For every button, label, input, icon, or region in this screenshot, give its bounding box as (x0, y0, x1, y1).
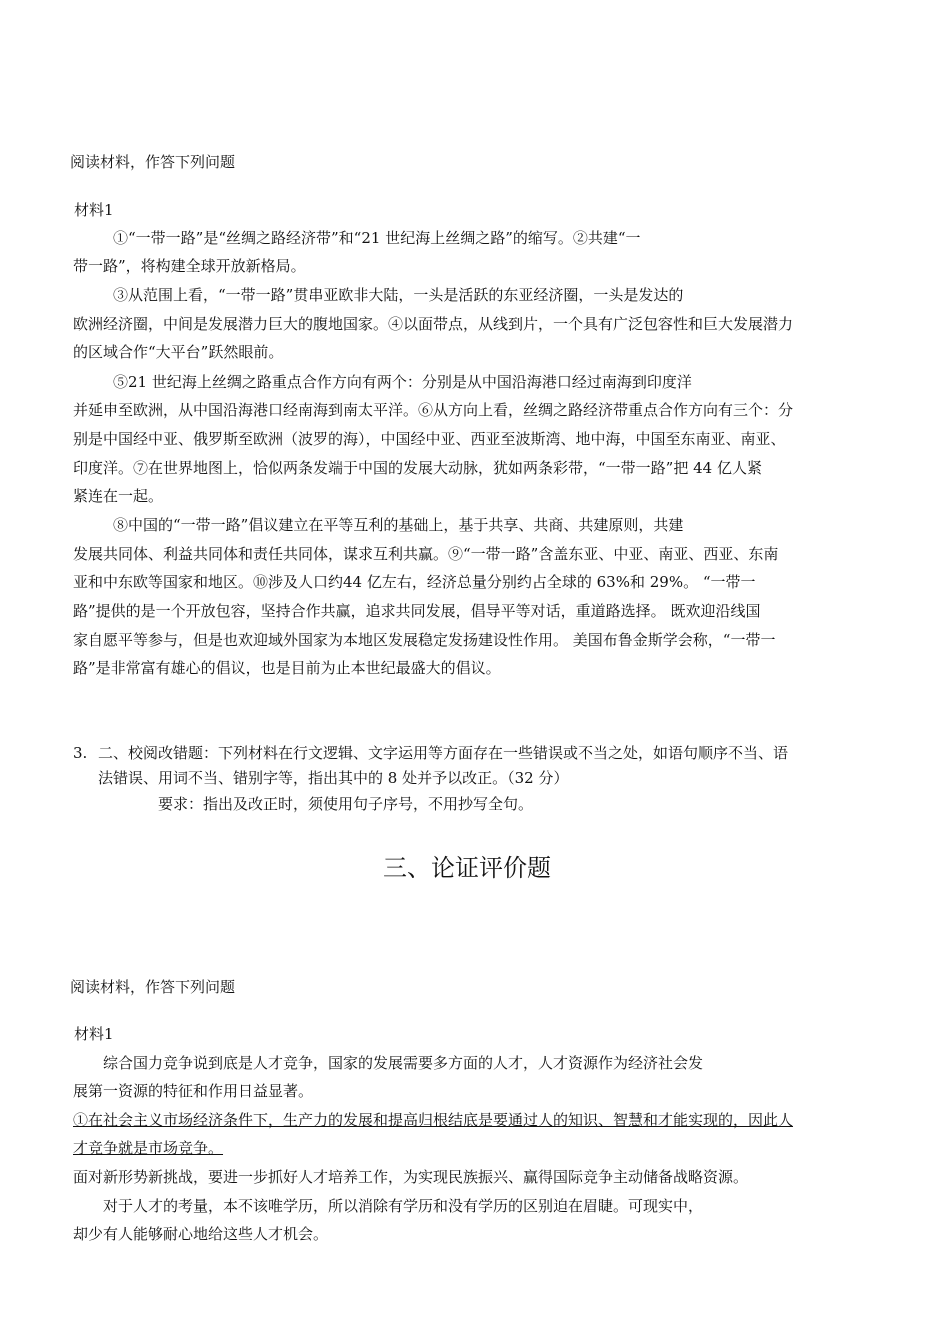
paragraph-line: 展第一资源的特征和作用日益显著。 (73, 1082, 314, 1100)
paragraph-line: 家自愿平等参与，但是也欢迎域外国家为本地区发展稳定发扬建设性作用。 美国布鲁金斯学会称，“一带一 (73, 631, 776, 649)
paragraph-line: 却少有人能够耐心地给这些人才机会。 (73, 1225, 329, 1243)
paragraph-line: ③从范围上看，“一带一路”贯串亚欧非大陆，一头是活跃的东亚经济圈，一头是发达的 (113, 286, 684, 304)
underlined-claim-line: 才竞争就是市场竞争。 (73, 1139, 224, 1157)
section2-material-label: 材料1 (74, 201, 114, 219)
paragraph-line: 带一路”，将构建全球开放新格局。 (73, 257, 306, 275)
paragraph-line: 紧连在一起。 (73, 487, 164, 505)
paragraph-line: 对于人才的考量，本不该唯学历，所以消除有学历和没有学历的区别迫在眉睫。可现实中， (103, 1197, 704, 1215)
paragraph-line: ⑤21 世纪海上丝绸之路重点合作方向有两个：分别是从中国沿海港口经过南海到印度洋 (113, 373, 692, 391)
underlined-claim-line: ①在社会主义市场经济条件下，生产力的发展和提高归根结底是要通过人的知识、智慧和才能实现的，因此人 (73, 1111, 794, 1129)
paragraph-line: 并延申至欧洲，从中国沿海港口经南海到南太平洋。⑥从方向上看，丝绸之路经济带重点合作方向有三个：分 (73, 401, 794, 419)
section-title: 三、论证评价题 (383, 854, 551, 882)
paragraph-line: 综合国力竞争说到底是人才竞争，国家的发展需要多方面的人才，人才资源作为经济社会发 (103, 1054, 704, 1072)
paragraph-line: 欧洲经济圈，中间是发展潜力巨大的腹地国家。④以面带点，从线到片，一个具有广泛包容性和巨大发展潜力 (73, 315, 794, 333)
paragraph-line: 路”是非常富有雄心的倡议，也是目前为止本世纪最盛大的倡议。 (73, 659, 501, 677)
paragraph-line: ⑧中国的“一带一路”倡议建立在平等互利的基础上，基于共享、共商、共建原则，共建 (113, 516, 684, 534)
paragraph-line: 路”提供的是一个开放包容，坚持合作共赢，追求共同发展，倡导平等对话，重道路选择。 既欢迎沿线国 (73, 602, 761, 620)
question-text-line: 二、校阅改错题：下列材料在行文逻辑、文字运用等方面存在一些错误或不当之处，如语句顺序不当、语 (98, 744, 789, 762)
section3-intro: 阅读材料，作答下列问题 (70, 978, 236, 996)
question-text-line: 法错误、用词不当、错别字等，指出其中的 8 处并予以改正。（32 分） (98, 769, 569, 787)
paragraph-line: 亚和中东欧等国家和地区。⑩涉及人口约44 亿左右，经济总量分别约占全球的 63%和 29%。 “一带一 (73, 573, 756, 591)
paragraph-line: ①“一带一路”是“丝绸之路经济带”和“21 世纪海上丝绸之路”的缩写。②共建“一 (113, 229, 641, 247)
question-requirement: 要求：指出及改正时，须使用句子序号，不用抄写全句。 (158, 795, 534, 813)
paragraph-line: 别是中国经中亚、俄罗斯至欧洲（波罗的海），中国经中亚、西亚至波斯湾、地中海，中国至东南亚、南亚、 (73, 430, 786, 448)
section3-material-label: 材料1 (74, 1025, 114, 1043)
paragraph-line: 印度洋。⑦在世界地图上，恰似两条发端于中国的发展大动脉，犹如两条彩带，“一带一路”把 44 亿人紧 (73, 459, 762, 477)
paragraph-line: 的区域合作“大平台”跃然眼前。 (73, 343, 284, 361)
question-number: 3. (73, 744, 88, 762)
paragraph-line: 面对新形势新挑战，要进一步抓好人才培养工作，为实现民族振兴、赢得国际竞争主动储备战略资源。 (73, 1168, 749, 1186)
section2-intro: 阅读材料，作答下列问题 (70, 153, 236, 171)
paragraph-line: 发展共同体、利益共同体和责任共同体，谋求互利共赢。⑨“一带一路”含盖东亚、中亚、南亚、西亚、东南 (73, 545, 779, 563)
